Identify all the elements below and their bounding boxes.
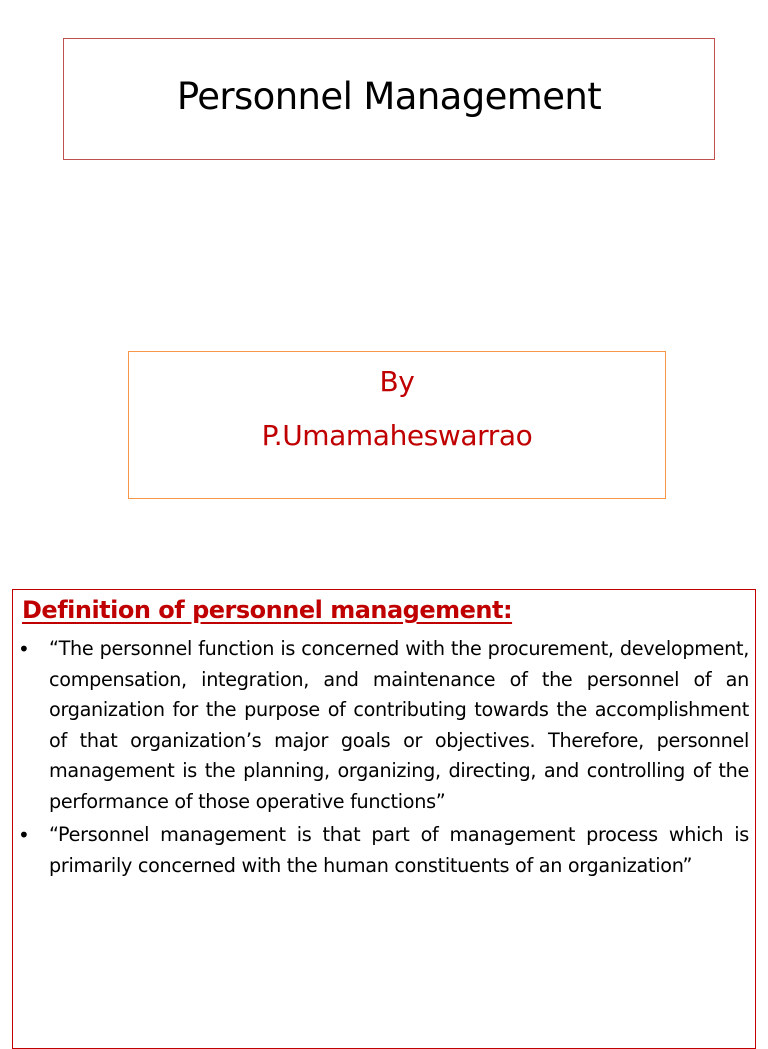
definition-box bbox=[12, 589, 756, 1049]
bullet-icon: • bbox=[18, 823, 30, 847]
list-item bbox=[13, 820, 757, 881]
author-box bbox=[128, 351, 666, 499]
author-name: P.Umamaheswarrao bbox=[261, 419, 533, 452]
list-item bbox=[13, 634, 757, 817]
definition-list bbox=[13, 634, 757, 884]
by-label: By bbox=[379, 365, 415, 398]
title-box bbox=[63, 38, 715, 160]
bullet-icon: • bbox=[18, 637, 30, 661]
definition-heading: Definition of personnel management: bbox=[22, 596, 513, 624]
definition-text: “Personnel management is that part of management process which is primarily concerned with the human constituents of an organization” bbox=[49, 823, 749, 877]
page-title: Personnel Management bbox=[176, 74, 602, 118]
definition-text: “The personnel function is concerned with the procurement, development, compensation, integration, and maintenance of the personnel of an organization for the purpose of contributing towards the accomplishment of that organization’s major goals or objectives. Therefore, personnel management is the planning, organizing, directing, and controlling of the performance of those operative functions” bbox=[49, 637, 749, 813]
